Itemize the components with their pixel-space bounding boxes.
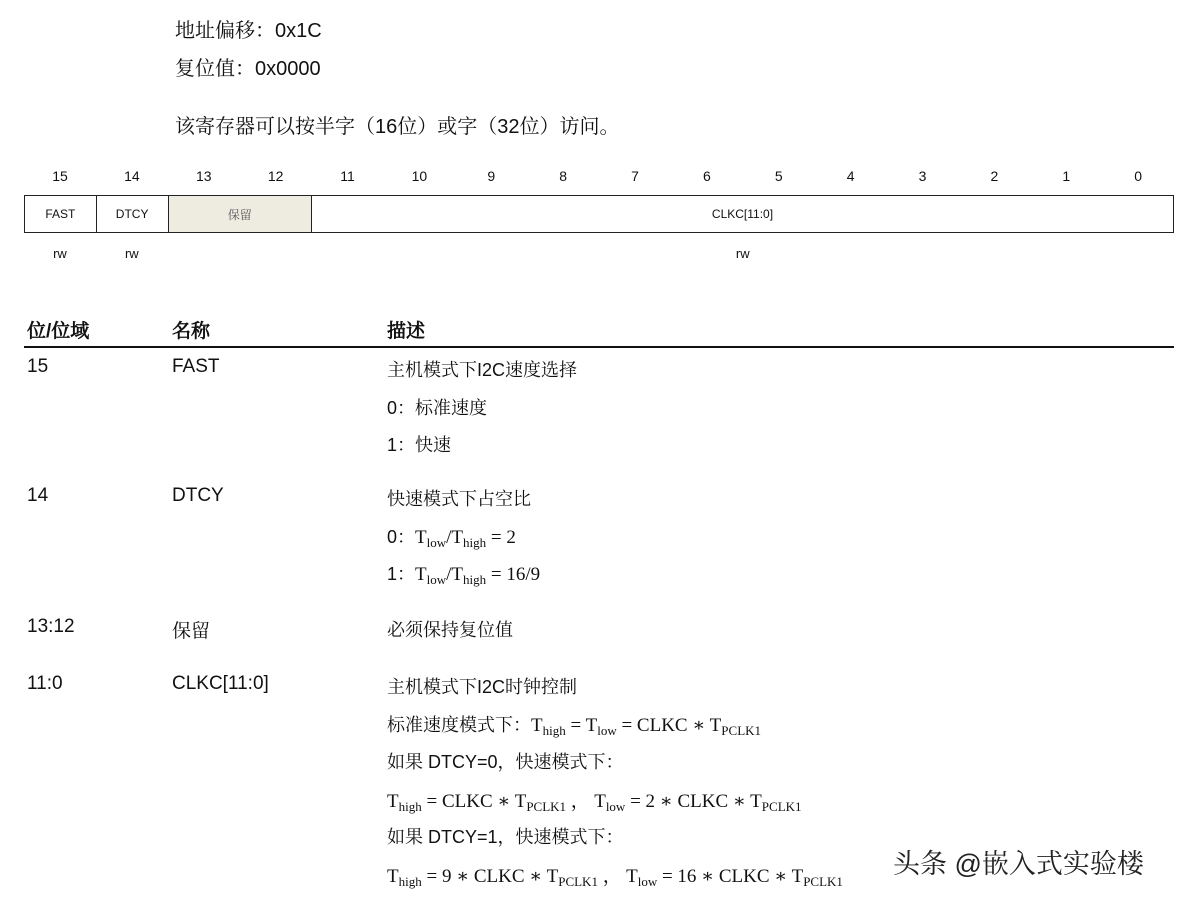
formula-text: /T [446, 526, 464, 548]
row-bits: 11:0 [27, 673, 63, 694]
formula-subscript: low [426, 534, 447, 550]
row-bits: 15 [27, 356, 49, 377]
formula-text: = 9 ∗ CLKC ∗ T [421, 865, 559, 887]
description-text: 标准速度模式下： [387, 714, 531, 735]
description-line [387, 711, 761, 739]
register-field: CLKC[11:0] [711, 207, 774, 221]
field-access: rw [124, 246, 139, 261]
formula-subscript: PCLK1 [526, 798, 567, 814]
bit-number: 2 [990, 168, 999, 184]
bit-number: 9 [487, 168, 496, 184]
description-text: 1： [387, 564, 416, 584]
formula-subscript: low [605, 798, 626, 814]
bit-number: 3 [918, 168, 927, 184]
bit-number: 13 [195, 168, 212, 184]
formula-text: T [415, 526, 427, 548]
bit-number: 5 [774, 168, 783, 184]
formula-subscript: low [637, 873, 658, 889]
bit-number: 1 [1062, 168, 1071, 184]
bit-number: 12 [267, 168, 284, 184]
bit-number: 7 [631, 168, 639, 184]
row-name: DTCY [172, 485, 224, 506]
description-line [387, 673, 577, 699]
description-text: 如果 DTCY=0，快速模式下： [387, 752, 624, 772]
formula-subscript: high [398, 873, 422, 889]
formula-subscript: low [426, 572, 447, 587]
formula-subscript: high [463, 572, 487, 587]
header-name: 名称 [172, 321, 211, 342]
header-description: 描述 [387, 321, 426, 342]
formula-text: T [387, 790, 399, 812]
formula-subscript: high [398, 798, 422, 814]
row-bits: 14 [27, 485, 49, 506]
header-bits: 位/位域 [27, 321, 90, 342]
formula-subscript: high [463, 534, 487, 550]
register-field: FAST [25, 196, 97, 232]
row-name: 保留 [172, 621, 211, 642]
description-text: 0： [387, 526, 416, 547]
register-field: 保留 [169, 196, 313, 232]
description-text: 1：快速 [387, 435, 452, 455]
formula-text: ， T [597, 865, 638, 887]
register-diagram [24, 195, 1174, 233]
formula-text: = 16/9 [486, 564, 541, 585]
bit-number: 15 [52, 168, 68, 184]
field-access: rw [735, 246, 750, 261]
formula-text: = T [565, 714, 598, 736]
formula-text: = CLKC ∗ T [616, 714, 722, 736]
description-line [387, 394, 487, 420]
register-field: DTCY [97, 196, 169, 232]
description-line [387, 431, 451, 457]
description-text: 必须保持复位值 [387, 620, 513, 640]
formula-text: = 16 ∗ CLKC ∗ T [657, 865, 804, 887]
formula-subscript: PCLK1 [721, 722, 762, 738]
bit-number: 8 [559, 168, 568, 184]
formula-text: = 2 [486, 526, 516, 548]
formula-text: = CLKC ∗ T [421, 790, 527, 812]
description-line [387, 786, 802, 815]
description-text: 主机模式下I2C时钟控制 [387, 677, 578, 697]
formula-text: = 2 ∗ CLKC ∗ T [625, 790, 762, 812]
bit-number: 0 [1134, 168, 1143, 184]
description-line [387, 616, 513, 642]
address-offset: 地址偏移：0x1C [175, 20, 322, 42]
description-line [387, 861, 843, 890]
formula-text: /T [446, 564, 464, 585]
access-note: 该寄存器可以按半字（16位）或字（32位）访问。 [175, 116, 620, 138]
bit-number: 11 [340, 168, 355, 184]
row-bits: 13:12 [27, 616, 75, 637]
description-line [387, 823, 624, 849]
description-line [387, 523, 516, 551]
formula-subscript: PCLK1 [558, 873, 598, 889]
description-text: 主机模式下I2C速度选择 [387, 360, 578, 380]
header-divider [24, 346, 1174, 348]
formula-subscript: high [542, 722, 566, 738]
formula-text: T [387, 865, 399, 887]
reset-value: 复位值：0x0000 [175, 58, 321, 80]
watermark: 头条 @嵌入式实验楼 [893, 849, 1144, 879]
description-line [387, 485, 531, 511]
description-line [387, 748, 624, 774]
description-text: 快速模式下占空比 [387, 489, 531, 509]
bit-number: 14 [124, 168, 140, 184]
formula-text: T [415, 564, 427, 585]
row-name: FAST [172, 356, 220, 377]
bit-number: 4 [846, 168, 855, 184]
description-line [387, 560, 540, 588]
description-line [387, 356, 577, 382]
description-text: 如果 DTCY=1，快速模式下： [387, 827, 624, 847]
formula-subscript: low [597, 722, 617, 738]
formula-text: ， T [566, 790, 606, 812]
bit-number: 10 [411, 168, 428, 184]
description-text: 0：标准速度 [387, 397, 488, 418]
formula-subscript: PCLK1 [761, 798, 802, 814]
formula-subscript: PCLK1 [803, 873, 843, 889]
formula-text: T [531, 714, 543, 736]
field-access: rw [53, 246, 67, 261]
bit-number: 6 [702, 168, 711, 184]
row-name: CLKC[11:0] [172, 673, 269, 694]
